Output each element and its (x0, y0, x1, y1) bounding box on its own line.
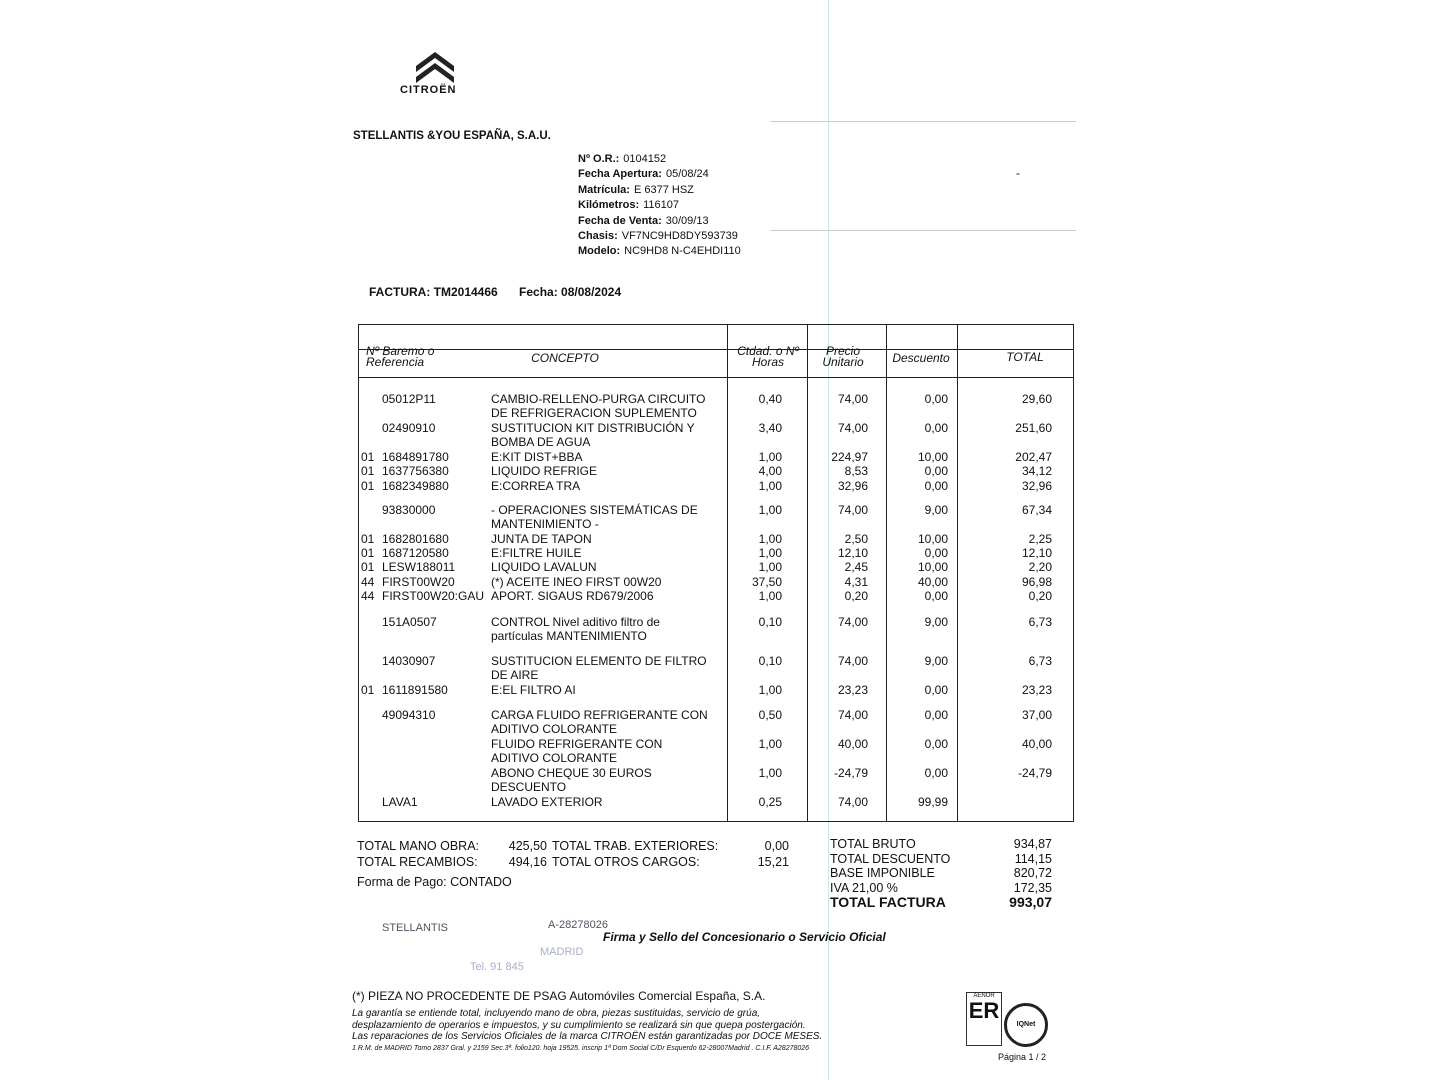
row-quantity: 3,40 (758, 421, 782, 435)
row-unit-price: 0,20 (844, 589, 868, 603)
row-concept: E:EL FILTRO AI (491, 683, 576, 697)
brand-name: CITROËN (400, 84, 457, 96)
otros-label: TOTAL OTROS CARGOS: (552, 855, 700, 869)
bruto-label: TOTAL BRUTO (830, 837, 916, 851)
row-quantity: 1,00 (758, 479, 782, 493)
meta-label: Modelo: (578, 245, 621, 258)
row-quantity: 0,25 (758, 795, 782, 809)
trab-ext-label: TOTAL TRAB. EXTERIORES: (552, 839, 719, 853)
row-total: 96,98 (1021, 575, 1052, 589)
table-header-bottom-line (358, 377, 1074, 378)
row-total: 2,20 (1028, 560, 1052, 574)
row-discount: 40,00 (917, 575, 948, 589)
row-reference: 1611891580 (382, 683, 448, 697)
row-discount: 0,00 (924, 737, 948, 751)
row-concept-cont: DESCUENTO (491, 780, 567, 795)
meta-row (578, 152, 741, 167)
row-total: 34,12 (1021, 464, 1052, 478)
row-reference: 1687120580 (382, 546, 449, 560)
row-reference: 02490910 (382, 421, 436, 435)
meta-row (578, 183, 741, 198)
row-concept: APORT. SIGAUS RD679/2006 (491, 589, 654, 603)
header-total: TOTAL (1006, 350, 1044, 364)
row-reference: LAVA1 (382, 795, 418, 809)
row-concept: CAMBIO-RELLENO-PURGA CIRCUITO (491, 392, 706, 406)
row-prefix: 01 (361, 479, 375, 493)
row-discount: 0,00 (924, 464, 948, 478)
iqnet-cert-logo (1004, 1003, 1048, 1047)
footer-registro: 1 R.M. de MADRID Tomo 2837 Gral. y 2159 Sec.3ª. folio120. hoja 19525. inscrip 1ª Dom Social C/Dr Esquerdo 62-28007Madrid . C.I.F. A28278026 (352, 1045, 810, 1052)
iqnet-label: IQNet (1016, 1021, 1036, 1028)
stamp-line-3: MADRID (540, 946, 584, 958)
meta-label: Fecha Apertura: (578, 168, 662, 181)
row-concept-cont: ADITIVO COLORANTE (491, 722, 618, 737)
row-concept-cont: ADITIVO COLORANTE (491, 751, 618, 766)
row-quantity: 1,00 (758, 737, 782, 751)
row-discount: 0,00 (924, 683, 948, 697)
descuento-value: 114,15 (1014, 851, 1052, 866)
row-quantity: 1,00 (758, 546, 782, 560)
row-unit-price: 74,00 (837, 654, 868, 668)
mano-obra-value: 425,50 (508, 839, 547, 853)
er-mark: ER (968, 998, 1000, 1023)
row-concept: LIQUIDO LAVALUN (491, 560, 597, 574)
row-prefix: 01 (361, 532, 375, 546)
bruto-value: 934,87 (1013, 837, 1052, 851)
row-unit-price: -24,79 (833, 766, 868, 780)
row-reference: 1682801680 (382, 532, 449, 546)
row-unit-price: 8,53 (844, 464, 868, 478)
recambios-label: TOTAL RECAMBIOS: (357, 855, 478, 869)
meta-value: E 6377 HSZ (633, 183, 694, 196)
footer-garantia (352, 1008, 822, 1043)
row-unit-price: 2,50 (844, 532, 868, 546)
meta-row (578, 244, 741, 259)
row-concept-cont: MANTENIMIENTO - (491, 517, 599, 532)
row-quantity: 0,10 (758, 615, 782, 629)
row-quantity: 1,00 (758, 560, 782, 574)
signature-label: Firma y Sello del Concesionario o Servicio Oficial (603, 930, 886, 944)
row-unit-price: 32,96 (837, 479, 868, 493)
header-qty: Ctdad. o Nº Horas (737, 344, 799, 369)
row-total: 6,73 (1028, 615, 1052, 629)
meta-row (578, 214, 741, 229)
stamp-line-2: A-28278026 (548, 919, 608, 931)
company-name: STELLANTIS &YOU ESPAÑA, S.A.U. (353, 130, 551, 142)
row-unit-price: 74,00 (837, 503, 868, 517)
row-quantity: 1,00 (758, 450, 782, 464)
row-prefix: 01 (361, 546, 375, 560)
row-concept-cont: partículas MANTENIMIENTO (491, 629, 647, 644)
meta-row (578, 198, 741, 213)
row-prefix: 01 (361, 560, 375, 574)
row-reference: FIRST00W20 (382, 575, 455, 589)
row-unit-price: 74,00 (837, 421, 868, 435)
row-quantity: 0,50 (758, 708, 782, 722)
meta-label: Nº O.R.: (578, 153, 620, 165)
row-total: -24,79 (1017, 766, 1052, 780)
row-discount: 10,00 (917, 532, 948, 546)
row-discount: 99,99 (917, 795, 948, 809)
otros-value: 15,21 (757, 855, 789, 869)
header-discount: Descuento (892, 351, 950, 365)
row-concept-cont: BOMBA DE AGUA (491, 435, 591, 450)
row-discount: 10,00 (917, 450, 948, 464)
row-concept: - OPERACIONES SISTEMÁTICAS DE (491, 503, 698, 517)
row-unit-price: 40,00 (837, 737, 868, 751)
row-concept-cont: DE AIRE (491, 668, 539, 683)
base-label: BASE IMPONIBLE (830, 866, 935, 880)
row-total: 32,96 (1021, 479, 1052, 493)
row-quantity: 37,50 (751, 575, 782, 589)
row-concept: LAVADO EXTERIOR (491, 795, 603, 809)
row-total: 67,34 (1021, 503, 1052, 517)
row-prefix: 01 (361, 683, 375, 697)
row-reference: 151A0507 (382, 615, 437, 629)
row-concept: FLUIDO REFRIGERANTE CON (491, 737, 663, 751)
base-value: 820,72 (1013, 866, 1052, 880)
row-discount: 0,00 (924, 479, 948, 493)
garantia-line-2: desplazamiento de operarios e impuestos, y su cumplimiento se realizará sin que quepa postergación. (352, 1019, 806, 1031)
row-concept: E:KIT DIST+BBA (491, 450, 583, 464)
meta-value: NC9HD8 N-C4EHDI110 (624, 245, 741, 258)
meta-label: Chasis: (578, 230, 618, 243)
row-reference: 05012P11 (382, 392, 436, 406)
row-unit-price: 23,23 (837, 683, 868, 697)
row-discount: 0,00 (924, 421, 948, 435)
client-box-mark: - (1016, 166, 1020, 180)
recambios-value: 494,16 (508, 855, 547, 869)
row-total: 6,73 (1028, 654, 1052, 668)
row-unit-price: 74,00 (837, 392, 868, 406)
row-reference: 14030907 (382, 654, 436, 668)
header-price: Precio Unitario (822, 344, 864, 369)
row-discount: 9,00 (924, 503, 948, 517)
meta-value: 30/09/13 (665, 214, 709, 227)
row-unit-price: 74,00 (837, 795, 868, 809)
row-discount: 0,00 (924, 708, 948, 722)
col-divider (727, 324, 728, 822)
row-total: 0,20 (1028, 589, 1052, 603)
row-reference: 49094310 (382, 708, 436, 722)
payment-label: Forma de Pago: (357, 875, 447, 889)
row-quantity: 4,00 (758, 464, 782, 478)
row-total: 37,00 (1021, 708, 1052, 722)
meta-value: 116107 (643, 199, 680, 212)
summary-mid (552, 838, 718, 870)
summary-right (830, 837, 950, 910)
row-discount: 0,00 (924, 546, 948, 560)
footer-pieza: (*) PIEZA NO PROCEDENTE DE PSAG Automóviles Comercial España, S.A. (352, 989, 766, 1003)
row-unit-price: 2,45 (844, 560, 868, 574)
descuento-label: TOTAL DESCUENTO (830, 851, 951, 866)
row-concept: ABONO CHEQUE 30 EUROS (491, 766, 652, 780)
row-concept: SUSTITUCION ELEMENTO DE FILTRO (491, 654, 707, 668)
row-reference: 93830000 (382, 503, 436, 517)
table-header-top-line (358, 349, 1074, 350)
total-factura-label: TOTAL FACTURA (830, 894, 946, 910)
summary-left-values (490, 838, 547, 870)
row-prefix: 44 (361, 575, 375, 589)
row-quantity: 1,00 (758, 589, 782, 603)
row-quantity: 1,00 (758, 766, 782, 780)
meta-row (578, 167, 741, 182)
row-reference: LESW188011 (382, 560, 456, 574)
invoice-number: FACTURA: TM2014466 (369, 285, 498, 299)
row-concept: CONTROL Nivel aditivo filtro de (491, 615, 660, 629)
row-prefix: 44 (361, 589, 375, 603)
total-factura-value: 993,07 (1009, 894, 1052, 910)
row-discount: 0,00 (924, 766, 948, 780)
row-discount: 0,00 (924, 589, 948, 603)
row-total: 202,47 (1015, 450, 1052, 464)
row-total: 40,00 (1021, 737, 1052, 751)
summary-mid-values (740, 838, 789, 870)
row-quantity: 0,10 (758, 654, 782, 668)
row-total: 29,60 (1021, 392, 1052, 406)
row-reference: 1682349880 (382, 479, 449, 493)
row-unit-price: 4,31 (844, 575, 868, 589)
page-number: Página 1 / 2 (998, 1052, 1047, 1062)
row-prefix: 01 (361, 464, 375, 478)
order-meta (578, 152, 741, 260)
row-quantity: 1,00 (758, 683, 782, 697)
meta-label: Fecha de Venta: (578, 214, 662, 227)
summary-left (357, 838, 479, 870)
row-reference: 1637756380 (382, 464, 449, 478)
aenor-cert-logo (966, 992, 1002, 1046)
row-prefix: 01 (361, 450, 375, 464)
stamp-line-4: Tel. 91 845 (470, 961, 524, 973)
meta-row (578, 229, 741, 244)
row-quantity: 1,00 (758, 532, 782, 546)
iva-value: 172,35 (1013, 880, 1052, 895)
iva-label: IVA 21,00 % (830, 880, 898, 895)
row-discount: 9,00 (924, 615, 948, 629)
row-discount: 10,00 (917, 560, 948, 574)
meta-value: 05/08/24 (665, 168, 709, 181)
row-quantity: 1,00 (758, 503, 782, 517)
row-concept: JUNTA DE TAPON (491, 532, 592, 546)
row-discount: 9,00 (924, 654, 948, 668)
summary-right-values (970, 837, 1052, 910)
row-concept: (*) ACEITE INEO FIRST 00W20 (491, 575, 662, 589)
row-total: 2,25 (1028, 532, 1052, 546)
client-box (770, 121, 1076, 231)
row-unit-price: 74,00 (837, 615, 868, 629)
row-concept: E:CORREA TRA (491, 479, 581, 493)
row-reference: 1684891780 (382, 450, 449, 464)
row-total: 23,23 (1021, 683, 1052, 697)
stamp-line-1: STELLANTIS (382, 922, 449, 934)
aenor-label: AENOR (973, 993, 995, 999)
col-divider (957, 324, 958, 822)
meta-label: Kilómetros: (578, 199, 640, 212)
payment-method (357, 875, 512, 889)
row-concept-cont: DE REFRIGERACION SUPLEMENTO (491, 406, 697, 421)
row-unit-price: 12,10 (837, 546, 868, 560)
row-reference: FIRST00W20:GAU (382, 589, 485, 603)
row-concept: SUSTITUCION KIT DISTRIBUCIÓN Y (491, 421, 695, 435)
row-total: 12,10 (1021, 546, 1052, 560)
row-quantity: 0,40 (758, 392, 782, 406)
payment-value: CONTADO (450, 875, 512, 889)
mano-obra-label: TOTAL MANO OBRA: (357, 839, 480, 853)
garantia-line-3: Las reparaciones de los Servicios Oficiales de la marca CITROËN están garantizadas por DOCE MESES. (352, 1031, 823, 1042)
trab-ext-value: 0,00 (764, 839, 789, 853)
invoice-header (369, 285, 621, 299)
meta-value: 0104152 (623, 153, 667, 165)
row-concept: CARGA FLUIDO REFRIGERANTE CON (491, 708, 708, 722)
header-ref: Nº Baremo o Referencia (366, 344, 435, 369)
invoice-date: Fecha: 08/08/2024 (519, 285, 622, 299)
garantia-line-1: La garantía se entiende total, incluyendo mano de obra, piezas sustituidas, servicio de grúa, (352, 1008, 761, 1019)
row-unit-price: 224,97 (831, 450, 868, 464)
header-concept: CONCEPTO (531, 351, 599, 365)
meta-value: VF7NC9HD8DY593739 (621, 230, 738, 243)
row-unit-price: 74,00 (837, 708, 868, 722)
row-total: 251,60 (1015, 421, 1052, 435)
row-concept: E:FILTRE HUILE (491, 546, 582, 560)
meta-label: Matrícula: (578, 183, 630, 196)
row-concept: LIQUIDO REFRIGE (491, 464, 598, 478)
row-discount: 0,00 (924, 392, 948, 406)
